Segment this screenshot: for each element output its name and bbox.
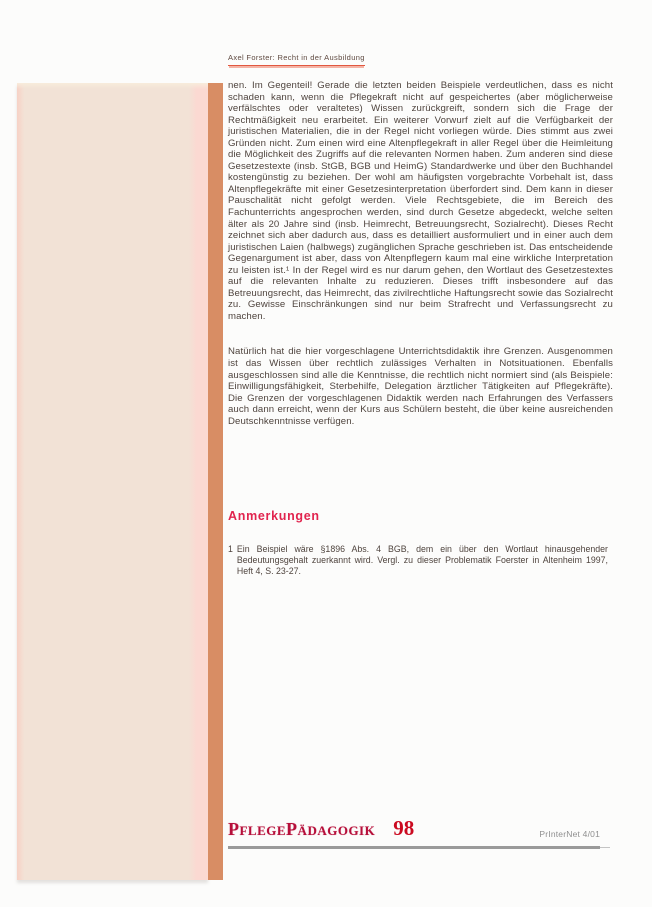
running-head bbox=[228, 53, 365, 66]
journal-title: PflegePädagogik bbox=[228, 819, 376, 839]
page-footer bbox=[228, 816, 600, 849]
article-body bbox=[228, 80, 613, 451]
footnote bbox=[228, 544, 608, 578]
body-paragraph-2: Natürlich hat die hier vorgeschlagene Unterrichtsdidaktik ihre Grenzen. Ausgenommen ist das Wissen über rechtlich zulässiges Verhalten in Notsituationen. Ebenfalls ausgeschlossen sind alle die Kenntnisse, die rechtlich nicht normiert sind (als Beispiele: Einwilligungsfähigkeit, Sterbehilfe, Delegation ärztlicher Tätigkeiten auf Pflegekräfte). Die Grenzen der vorgeschlagenen Didaktik werden nach Erfahrungen des Verfassers auch dann erreicht, wenn der Kurs aus Schülern besteht, die über keine ausreichenden Deutschkenntnisse verfügen. bbox=[228, 346, 613, 427]
running-head-text: Axel Forster: Recht in der Ausbildung bbox=[228, 53, 365, 62]
margin-panel bbox=[17, 83, 208, 880]
issue-label: PrInterNet 4/01 bbox=[539, 829, 600, 839]
footnote-text: Ein Beispiel wäre §1896 Abs. 4 BGB, dem ein über den Wortlaut hinausgehender Bedeutungsgehalt zuerkannt wird. Vergl. zu dieser Problematik Foerster in Altenheim 1997, Heft 4, S. 23-27. bbox=[236, 544, 608, 577]
margin-accent-bar bbox=[208, 83, 223, 880]
footnote-number: 1 bbox=[228, 544, 233, 554]
page-number: 98 bbox=[393, 816, 415, 840]
body-paragraph-1: nen. Im Gegenteil! Gerade die letzten beiden Beispiele verdeutlichen, dass es nicht schaden kann, wenn die Pflegekraft nicht auf gespeichertes (aber möglicherweise verfälschtes oder veraltetes) Wissen zurückgreift, sondern sich die Frage der Rechtmäßigkeit neu erarbeitet. Ein weiterer Vorwurf zielt auf die Verfügbarkeit der juristischen Materialien, die in der Regel nicht vorliegen würde. Dies stimmt aus zwei Gründen nicht. Zum einen wird eine Altenpflegekraft in aller Regel über die Heimleitung die Möglichkeit des Zugriffs auf die relevanten Normen haben. Zum anderen sind diese Gesetzestexte (insb. StGB, BGB und HeimG) Standardwerke und über den Buchhandel kostengünstig zu beziehen. Der wohl am häufigsten vorgebrachte Vorbehalt ist, dass Altenpflegekräfte mit einer Gesetzesinterpretation überfordert sind. Dem kann in dieser Pauschalität nicht gefolgt werden. Viele Rechtsgebiete, die im Bereich des Fachunterrichts angesprochen werden, sind durch Gesetze abgedeckt, welche selten älter als 20 Jahre sind (insb. Heimrecht, Betreuungsrecht, Sozialrecht). Dieses Recht zeichnet sich aber dadurch aus, dass es detailliert ausformuliert und in einer auch dem juristischen Laien (halbwegs) zugänglichen Sprache geschrieben ist. Das entscheidende Gegenargument ist aber, dass von Altenpflegern kaum mal eine wirkliche Interpretation zu leisten ist.¹ In der Regel wird es nur darum gehen, den Wortlaut des Gesetzestextes auf die relevanten Inhalte zu reduzieren. Dieses trifft insbesondere auf das Betreuungsrecht, das Heimrecht, das zivilrechtliche Haftungsrecht sowie das Sozialrecht zu. Gewisse Einschränkungen sind nur beim Strafrecht und Verfassungsrecht zu machen. bbox=[228, 80, 613, 322]
notes-heading: Anmerkungen bbox=[228, 509, 320, 523]
